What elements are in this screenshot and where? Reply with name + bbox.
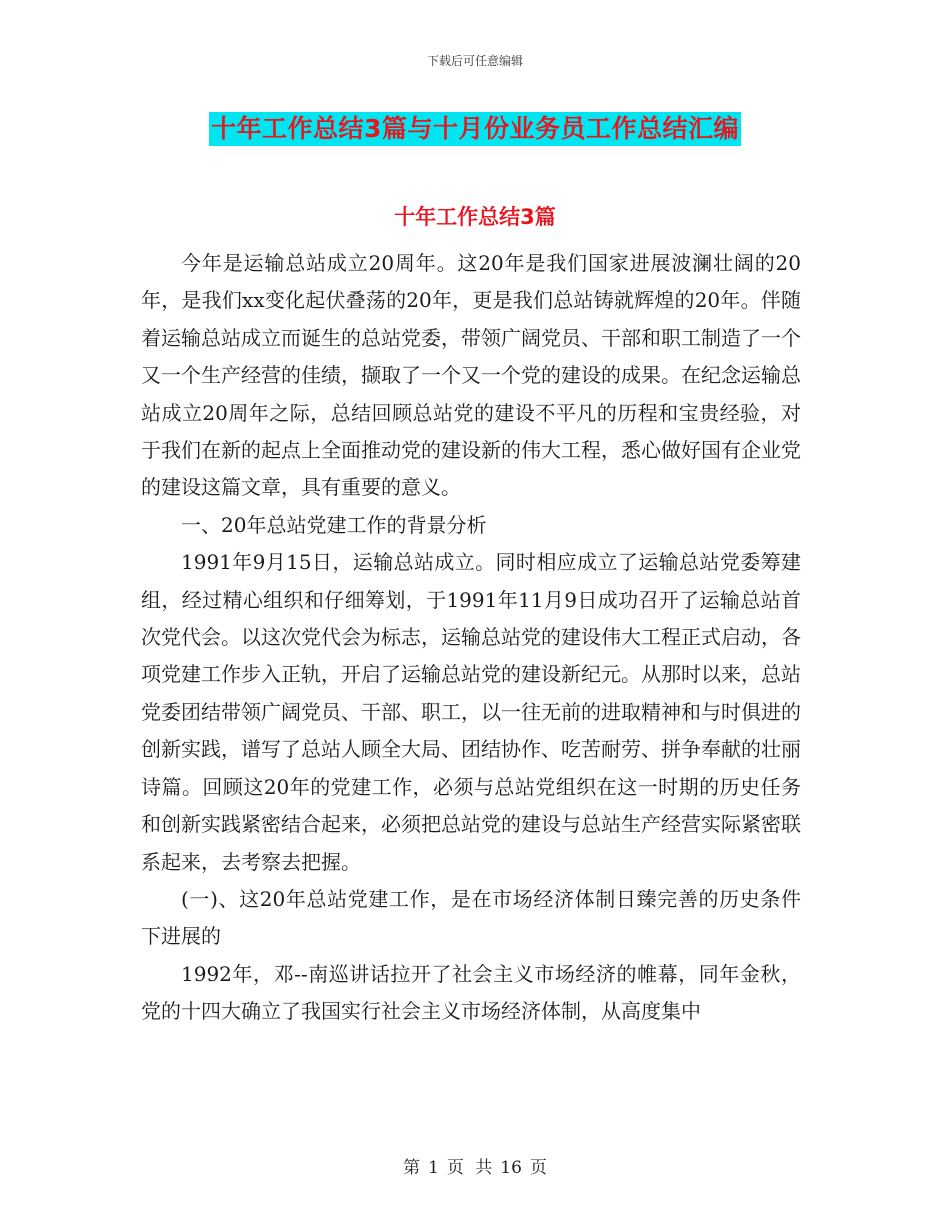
document-title: 十年工作总结3篇与十月份业务员工作总结汇编 bbox=[209, 112, 741, 146]
footer-suffix: 页 bbox=[529, 1158, 547, 1178]
paragraph: 1992年，邓--南巡讲话拉开了社会主义市场经济的帷幕，同年金秋，党的十四大确立了我国实行社会主义市场经济体制，从高度集中 bbox=[141, 961, 801, 1024]
current-page-number: 1 bbox=[428, 1158, 439, 1178]
body-text bbox=[141, 245, 801, 1031]
paragraph: 今年是运输总站成立20周年。这20年是我们国家进展波澜壮阔的20年，是我们xx变化起伏叠荡的20年，更是我们总站铸就辉煌的20年。伴随着运输总站成立而诞生的总站党委，带领广阔党员、干部和职工制造了一个又一个生产经营的佳绩，撷取了一个又一个党的建设的成果。在纪念运输总站成立20周年之际，总结回顾总站党的建设不平凡的历程和宝贵经验，对于我们在新的起点上全面推动党的建设新的伟大工程，悉心做好国有企业党的建设这篇文章，具有重要的意义。 bbox=[141, 251, 801, 500]
page-footer bbox=[0, 1153, 950, 1178]
paragraph: 一、20年总站党建工作的背景分析 bbox=[181, 512, 487, 537]
total-pages-number: 16 bbox=[500, 1158, 522, 1178]
document-title-wrap bbox=[0, 112, 950, 146]
header-note: 下载后可任意编辑 bbox=[426, 54, 523, 68]
section-title: 十年工作总结3篇 bbox=[394, 205, 556, 229]
footer-middle: 页 共 bbox=[446, 1158, 493, 1178]
paragraph: 1991年9月15日，运输总站成立。同时相应成立了运输总站党委筹建组，经过精心组织和仔细筹划，于1991年11月9日成功召开了运输总站首次党代会。以这次党代会为标志，运输总站党的建设伟大工程正式启动，各项党建工作步入正轨，开启了运输总站党的建设新纪元。从那时以来，总站党委团结带领广阔党员、干部、职工，以一往无前的进取精神和与时俱进的创新实践，谱写了总站人顾全大局、团结协作、吃苦耐劳、拼争奉献的壮丽诗篇。回顾这20年的党建工作，必须与总站党组织在这一时期的历史任务和创新实践紧密结合起来，必须把总站党的建设与总站生产经营实际紧密联系起来，去考察去把握。 bbox=[141, 550, 801, 874]
footer-prefix: 第 bbox=[403, 1158, 421, 1178]
paragraph: (一)、这20年总站党建工作，是在市场经济体制日臻完善的历史条件下进展的 bbox=[141, 886, 801, 949]
